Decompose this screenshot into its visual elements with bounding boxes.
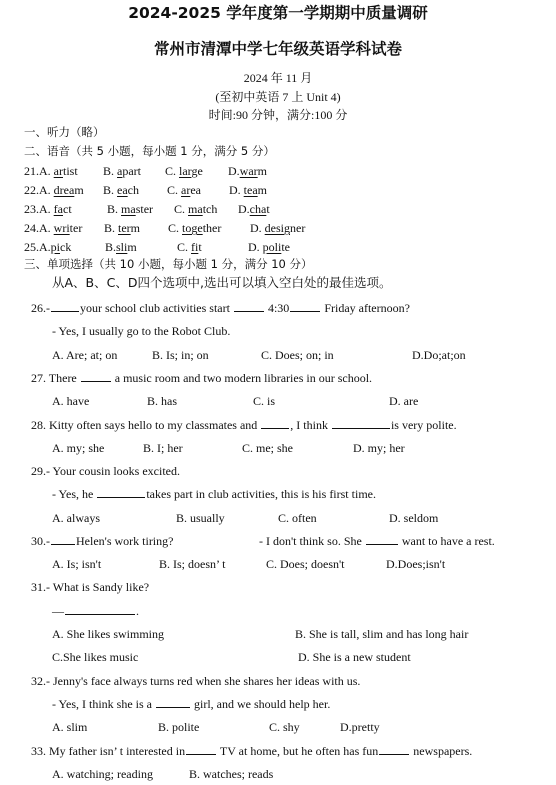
option-b: B. each: [103, 183, 139, 197]
option-c: C. shy: [269, 720, 300, 734]
option-c: C. area: [167, 183, 201, 197]
phonetics-item: 24.A. writer: [24, 221, 83, 235]
question-26: 26.- your school club activities start 4:30 Friday afternoon?: [31, 301, 410, 315]
option-c: C. often: [278, 511, 317, 525]
exam-title-line2: 常州市清潭中学七年级英语学科试卷: [153, 40, 402, 58]
option-d: D.Do;at;on: [412, 348, 466, 362]
exam-date: 2024 年 11 月: [243, 71, 313, 85]
section-listening: 一、听力（略）: [24, 125, 105, 139]
exam-time-score: 时间:90 分钟，满分:100 分: [208, 108, 348, 122]
option-b: B.slim: [105, 240, 137, 254]
phonetics-item: 21.A. artist: [24, 164, 78, 178]
option-b: B. apart: [103, 164, 141, 178]
option-d: D. seldom: [389, 511, 439, 525]
option-b: B. I; her: [143, 441, 183, 455]
option-a: A. slim: [52, 720, 88, 734]
section-instruction: 从A、B、C、D四个选项中,选出可以填入空白处的最佳选项。: [52, 275, 392, 290]
option-a: A. have: [52, 394, 90, 408]
option-b: B. Is; doesn’ t: [159, 557, 226, 571]
option-b: B. Is; in; on: [152, 348, 209, 362]
option-c: C. large: [165, 164, 203, 178]
option-b: B. polite: [158, 720, 200, 734]
section-single-choice: 三、单项选择（共 10 小题，每小题 1 分，满分 10 分）: [24, 257, 313, 271]
question-29-line2: - Yes, he takes part in club activities, this is his first time.: [52, 487, 376, 501]
question-26-answer: - Yes, I usually go to the Robot Club.: [52, 324, 231, 338]
exam-title-line1: 2024-2025 学年度第一学期期中质量调研: [128, 4, 428, 22]
option-a: A. always: [52, 511, 100, 525]
section-phonetics: 二、语音（共 5 小题，每小题 1 分，满分 5 分）: [24, 144, 275, 158]
option-d: D. team: [229, 183, 268, 197]
question-33: 33. My father isn’ t interested in TV at home, but he often has fun newspapers.: [31, 744, 473, 758]
option-b: B. She is tall, slim and has long hair: [295, 627, 469, 641]
phonetics-item: 23.A. fact: [24, 202, 72, 216]
option-b: B. term: [104, 221, 141, 235]
option-b: B. watches; reads: [189, 767, 274, 781]
option-c: C. Does; on; in: [261, 348, 334, 362]
question-30-reply: - I don't think so. She want to have a rest.: [259, 534, 495, 548]
option-d: D. my; her: [353, 441, 405, 455]
question-32-line2: - Yes, I think she is a girl, and we should help her.: [52, 697, 331, 711]
option-a: A. watching; reading: [52, 767, 153, 781]
option-c: C. fit: [177, 240, 202, 254]
option-a: A. Are; at; on: [52, 348, 118, 362]
exam-scope: (至初中英语 7 上 Unit 4): [215, 90, 341, 104]
option-c: C. is: [253, 394, 276, 408]
option-d: D.warm: [228, 164, 268, 178]
option-b: B. master: [107, 202, 154, 216]
option-c: C. me; she: [242, 441, 293, 455]
option-d: D. designer: [250, 221, 306, 235]
question-31: 31.- What is Sandy like?: [31, 580, 150, 594]
question-27: 27. There a music room and two modern libraries in our school.: [31, 371, 373, 385]
question-29: 29.- Your cousin looks excited.: [31, 464, 180, 478]
option-a: A. She likes swimming: [52, 627, 165, 641]
question-31-line2: — .: [52, 604, 139, 618]
option-c: C.She likes music: [52, 650, 139, 664]
option-d: D.chat: [238, 202, 270, 216]
option-c: C. together: [168, 221, 222, 235]
option-d: D.pretty: [340, 720, 380, 734]
option-c: C. match: [174, 202, 218, 216]
option-d: D. polite: [248, 240, 291, 254]
option-d: D. She is a new student: [298, 650, 411, 664]
option-c: C. Does; doesn't: [266, 557, 345, 571]
question-28: 28. Kitty often says hello to my classmates and , I think is very polite.: [31, 418, 457, 432]
option-b: B. usually: [176, 511, 225, 525]
question-30: 30.- Helen's work tiring?: [31, 534, 174, 548]
option-b: B. has: [147, 394, 177, 408]
phonetics-item: 22.A. dream: [24, 183, 84, 197]
option-a: A. Is; isn't: [52, 557, 102, 571]
option-d: D. are: [389, 394, 419, 408]
option-a: A. my; she: [52, 441, 105, 455]
phonetics-item: 25.A.pick: [24, 240, 72, 254]
question-32: 32.- Jenny's face always turns red when she shares her ideas with us.: [31, 674, 361, 688]
option-d: D.Does;isn't: [386, 557, 446, 571]
